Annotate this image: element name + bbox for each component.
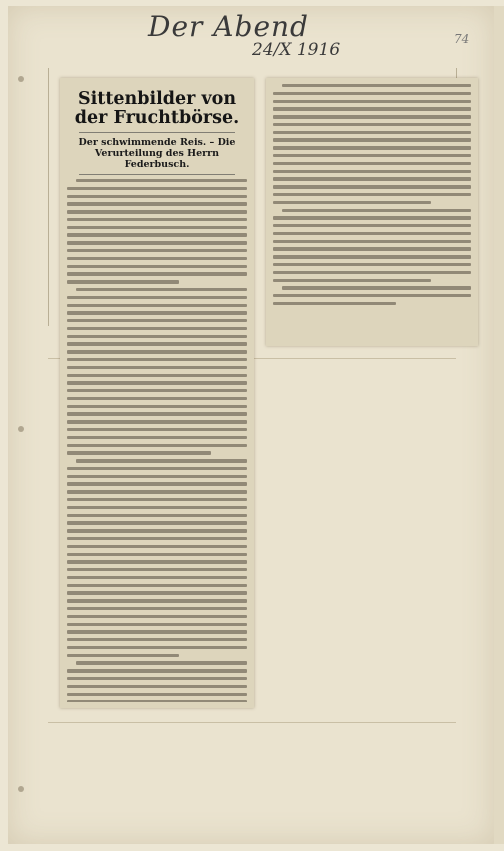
text-line [67, 210, 247, 213]
text-line [273, 138, 471, 141]
text-line [67, 241, 247, 244]
text-line [273, 185, 471, 188]
text-line [67, 257, 247, 260]
text-line [67, 615, 247, 618]
text-line [67, 475, 247, 478]
text-line [273, 224, 471, 227]
text-line [67, 537, 247, 540]
clipping-left-column [60, 78, 254, 708]
text-line [67, 342, 247, 345]
text-line [67, 677, 247, 680]
article-body-right [273, 84, 471, 305]
text-line [67, 202, 247, 205]
text-line [273, 92, 471, 95]
text-line [273, 201, 431, 204]
text-line [67, 638, 247, 641]
text-line [273, 240, 471, 243]
text-line [273, 294, 471, 297]
text-line [273, 146, 471, 149]
text-line [67, 335, 247, 338]
text-line [67, 249, 247, 252]
handwritten-newspaper-title: Der Abend [148, 10, 309, 43]
text-line [67, 319, 247, 322]
text-line [67, 591, 247, 594]
text-line [67, 444, 247, 447]
text-line [282, 209, 471, 212]
text-line [273, 123, 471, 126]
text-line [67, 304, 247, 307]
paragraph [273, 286, 471, 305]
text-line [67, 412, 247, 415]
text-line [67, 623, 247, 626]
text-line [282, 84, 471, 87]
pencil-rule [48, 722, 456, 723]
pin-hole [18, 426, 24, 432]
text-line [273, 131, 471, 134]
text-line [273, 255, 471, 258]
text-line [67, 560, 247, 563]
divider [79, 132, 235, 133]
text-line [67, 381, 247, 384]
text-line [67, 521, 247, 524]
text-line [67, 311, 247, 314]
text-line [273, 263, 471, 266]
text-line [67, 296, 247, 299]
text-line [67, 654, 179, 657]
text-line [67, 568, 247, 571]
text-line [67, 451, 211, 454]
text-line [273, 115, 471, 118]
text-line [76, 459, 247, 462]
text-line [76, 661, 247, 664]
text-line [67, 187, 247, 190]
text-line [273, 271, 471, 274]
article-title: Sittenbilder von der Fruchtbörse. [74, 89, 240, 128]
article-body-left [67, 179, 247, 702]
text-line [273, 100, 471, 103]
text-line [67, 599, 247, 602]
text-line [67, 529, 247, 532]
text-line [67, 693, 247, 696]
pin-hole [18, 786, 24, 792]
text-line [67, 226, 247, 229]
text-line [67, 272, 247, 275]
text-line [67, 607, 247, 610]
paragraph [273, 84, 471, 204]
text-line [67, 467, 247, 470]
text-line [67, 374, 247, 377]
margin-rule [48, 68, 49, 326]
text-line [67, 498, 247, 501]
text-line [273, 170, 471, 173]
text-line [67, 514, 247, 517]
paragraph [273, 209, 471, 282]
corner-archive-number: 74 [454, 32, 470, 46]
text-line [67, 545, 247, 548]
text-line [273, 232, 471, 235]
text-line [273, 193, 471, 196]
text-line [67, 584, 247, 587]
text-line [67, 506, 247, 509]
text-line [67, 397, 247, 400]
text-line [67, 218, 247, 221]
text-line [67, 576, 247, 579]
clipping-right-column [266, 78, 478, 346]
text-line [67, 482, 247, 485]
text-line [67, 700, 247, 702]
text-line [67, 405, 247, 408]
divider [79, 174, 235, 175]
text-line [273, 107, 471, 110]
text-line [67, 280, 179, 283]
text-line [67, 350, 247, 353]
text-line [76, 288, 247, 291]
paragraph [67, 459, 247, 657]
text-line [67, 436, 247, 439]
text-line [76, 179, 247, 182]
archive-sheet [8, 6, 504, 844]
text-line [67, 428, 247, 431]
text-line [273, 302, 396, 305]
paragraph [67, 288, 247, 455]
text-line [67, 685, 247, 688]
text-line [273, 247, 471, 250]
article-subtitle: Der schwimmende Reis. – Die Verurteilung des Herrn Federbusch. [78, 137, 236, 170]
text-line [273, 162, 471, 165]
text-line [67, 195, 247, 198]
text-line [67, 630, 247, 633]
text-line [67, 490, 247, 493]
pin-hole [18, 76, 24, 82]
text-line [273, 279, 431, 282]
text-line [67, 420, 247, 423]
text-line [282, 286, 471, 289]
text-line [67, 265, 247, 268]
text-line [67, 233, 247, 236]
text-line [273, 177, 471, 180]
text-line [273, 216, 471, 219]
text-line [67, 553, 247, 556]
text-line [67, 327, 247, 330]
handwritten-date: 24/X 1916 [252, 40, 341, 60]
text-line [67, 366, 247, 369]
text-line [67, 389, 247, 392]
text-line [67, 669, 247, 672]
text-line [273, 154, 471, 157]
text-line [67, 646, 247, 649]
text-line [67, 358, 247, 361]
paragraph [67, 661, 247, 702]
paragraph [67, 179, 247, 284]
